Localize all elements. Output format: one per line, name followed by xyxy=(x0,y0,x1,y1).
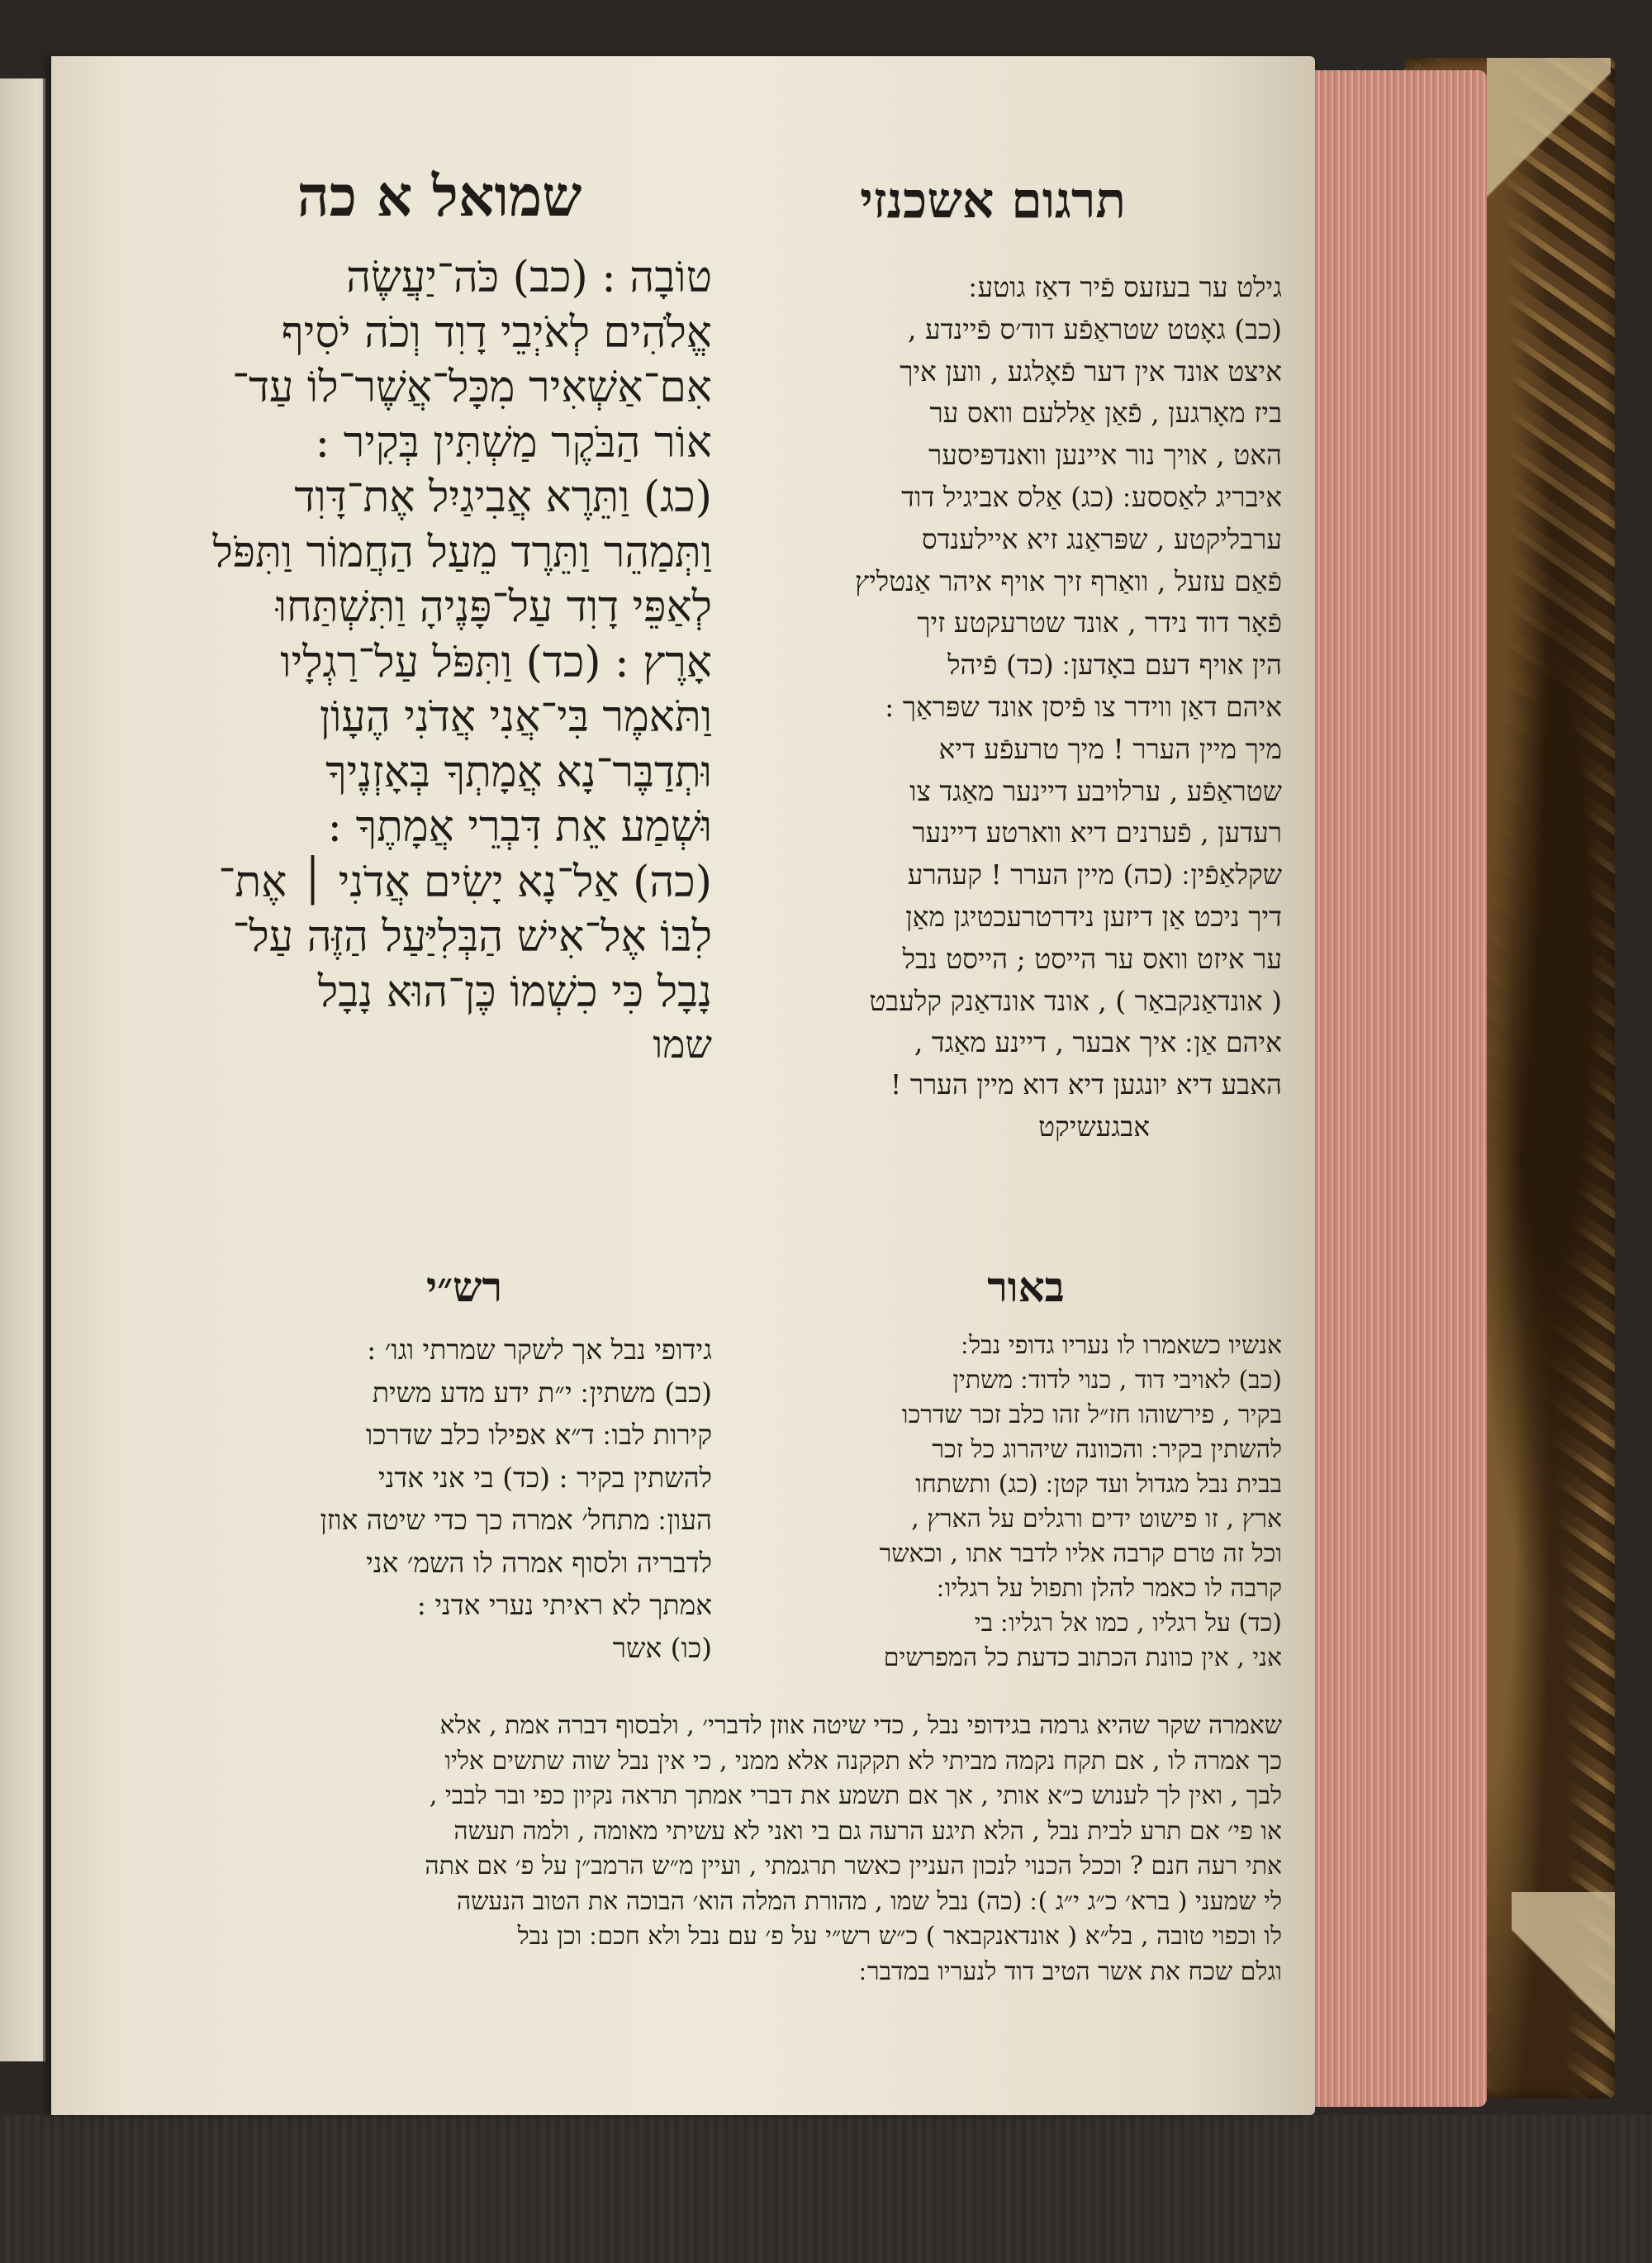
biur-full-line: או פי׳ אם תרע לבית נבל , הלא תיגע הרעה גם בי ואני לא עשיתי מאומה , ולמה תעשה xyxy=(453,1816,1282,1846)
targum-line: הין אויף דעם באָדען ׃ (כד) פֿיהל xyxy=(947,649,1282,682)
biur-commentary-full-width xyxy=(134,1709,1282,1990)
rashi-line: אמתך לא ראיתי נערי אדני : xyxy=(416,1589,712,1621)
biur-heading: באור xyxy=(987,1262,1065,1311)
biur-line: וכל זה טרם קרבה אליו לדבר אתו , וכאשר xyxy=(879,1539,1282,1568)
targum-line: ( אונדאַנקבאַר ) , אונד אונדאַנק קלעבט xyxy=(869,984,1282,1017)
hebrew-catchword: שמו xyxy=(653,1022,712,1067)
targum-line: רעדען , פֿערנים דיא ווארטע דיינער xyxy=(912,816,1282,849)
biur-full-line: וגלם שכח את אשר הטיב דוד לנעריו במדבר ׃ xyxy=(859,1956,1282,1986)
biur-line: קרבה לו כאמר להלן ותפול על רגליו ׃ xyxy=(937,1574,1282,1603)
biur-line: אני , אין כוונת הכתוב כדעת כל המפרשים xyxy=(883,1643,1282,1672)
targum-line: איהם אַן ׃ איך אבער , דיינע מאַגד , xyxy=(914,1026,1282,1059)
biur-full-line: שאמרה שקר שהיא גרמה בגידופי נבל , כדי שיטה אוזן לדברי׳ , ולבסוף דברה אמת , אלא xyxy=(439,1711,1282,1740)
hebrew-line: אָרֶץ : (כד) וַתִּפֹּל עַל־רַגְלָיו xyxy=(280,637,712,687)
hebrew-line: (כג) וַתֵּרֶא אֲבִיגַיִל אֶת־דָּוִד xyxy=(294,473,712,522)
targum-line: איצט אונד אין דער פֿאָלגע , ווען איך xyxy=(900,354,1282,387)
hebrew-line: וּתְדַבֶּר־נָא אֲמָתְךָ בְּאָזְנֶיךָ xyxy=(325,747,712,797)
previous-page-edge xyxy=(0,78,45,2061)
rashi-commentary xyxy=(142,1329,712,1669)
targum-line: ביז מאָרגען , פֿאַן אַללעם וואס ער xyxy=(929,397,1282,430)
hebrew-line: לִבּוֹ אֶל־אִישׁ הַבְּלִיַּעַל הַזֶּה עַל־ xyxy=(232,912,712,962)
book-page xyxy=(51,56,1315,2115)
targum-line: איבריג לאַססע ׃ (כג) אַלס אביגיל דוד xyxy=(901,480,1282,513)
page-stack-edge xyxy=(1309,70,1487,2107)
hebrew-line: אֱלֹהִים לְאֹיְבֵי דָוִד וְכֹה יֹסִיף xyxy=(281,307,712,358)
targum-line: האבע דיא יונגען דיא דוא מיין הערר ! xyxy=(890,1068,1282,1101)
rashi-line: לדבריה ולסוף אמרה לו השמ׳ אני xyxy=(366,1546,712,1579)
targum-line: שקלאַפֿין ׃ (כה) מיין הערר ! קעהרע xyxy=(907,858,1282,891)
running-head-targum: תרגום אשכנזי xyxy=(860,172,1126,230)
biur-line: בבית נבל מגדול ועד קטן ׃ (כג) ותשתחו xyxy=(915,1470,1282,1499)
targum-line: פֿאַם עזעל , וואַרף זיך אויף איהר אַנטליץ xyxy=(854,564,1282,597)
leather-corner-top xyxy=(1487,58,1611,240)
targum-line: ער איזט וואס ער הייסט ; הייסט נבל xyxy=(902,942,1282,975)
targum-line: שטראַפֿע , ערלויבע דיינער מאַגד צו xyxy=(909,774,1282,807)
targum-line: גילט ער בעזעס פֿיר דאַז גוטע ׃ xyxy=(969,271,1282,303)
rashi-line: קירות לבו ׃ ד״א אפילו כלב שדרכו xyxy=(365,1419,712,1451)
hebrew-text-column xyxy=(142,250,712,1069)
rashi-line: להשתין בקיר : (כד) בי אני אדני xyxy=(377,1461,712,1494)
biur-line: בקיר , פירשוהו חז״ל זהו כלב זכר שדרכו xyxy=(901,1400,1282,1429)
rashi-heading: רש״י xyxy=(425,1262,503,1311)
targum-line: (כב) גאָטט שטראַפֿע דוד׳ס פֿיינדע , xyxy=(907,312,1282,345)
leather-corner-bottom xyxy=(1512,1892,1615,2099)
targum-catchword: אבגעשיקט xyxy=(1038,1110,1150,1143)
biur-full-line: אתי רעה חנם ? וככל הכנוי לנכון העניין כאשר תרגמתי , ועיין מ״ש הרמב״ן על פ׳ אם אתה xyxy=(425,1852,1282,1880)
hebrew-line: אוֹר הַבֹּקֶר מַשְׁתִּין בְּקִיר : xyxy=(315,417,712,468)
targum-line: מיך מיין הערר ! מיך טרעפֿע דיא xyxy=(938,732,1282,765)
biur-full-line: לבך , ואין לך לענוש כ״א אותי , אך אם תשמע את דברי אמתך תראה נקיון כפי ובר לבבי , xyxy=(429,1781,1282,1810)
hebrew-line: וַתֹּאמֶר בִּי־אֲנִי אֲדֹנִי הֶעָוֹן xyxy=(319,692,712,742)
targum-line: ערבליקטע , שפּראַנג זיא איילענדס xyxy=(921,522,1282,555)
rashi-line: (כב) משתין ׃ י״ת ידע מדע משית xyxy=(372,1376,712,1409)
targum-line: פֿאָר דוד נידר , אונד שטרעקטע זיך xyxy=(917,606,1282,639)
biur-full-line: לי שמעני ( ברא׳ כ״ג י״ג ) ׃ (כה) נבל שמו , מהורת המלה הוא׳ הבוכה את הטוב הנעשה xyxy=(456,1886,1282,1916)
rashi-line: גידופי נבל אך לשקר שמרתי וגו׳ : xyxy=(367,1334,712,1366)
biur-commentary xyxy=(729,1329,1282,1676)
biur-line: להשתין בקיר ׃ והכוונה שיהרוג כל זכר xyxy=(932,1435,1282,1464)
targum-line: איהם דאַן ווידר צו פֿיסן אונד שפּראַך : xyxy=(885,690,1282,723)
cloth-background xyxy=(0,2115,1652,2263)
biur-line: (כב) לאויבי דוד , כנוי לדוד ׃ משתין xyxy=(952,1366,1282,1395)
biur-line: (כד) על רגליו , כמו אל רגליו ׃ בי xyxy=(974,1609,1282,1638)
running-head-book: שמואל א כה xyxy=(297,164,582,230)
rashi-line: (כו) אשר xyxy=(612,1631,712,1664)
hebrew-line: נָבָל כִּי כִשְׁמוֹ כֶּן־הוּא נָבָל xyxy=(317,967,712,1017)
hebrew-line: אִם־אַשְׁאִיר מִכָּל־אֲשֶׁר־לוֹ עַד־ xyxy=(232,363,712,412)
biur-line: ארץ , זו פישוט ידים ורגלים על הארץ , xyxy=(911,1505,1282,1533)
hebrew-line: (כה) אַל־נָא יָשִׂים אֲדֹנִי ׀ אֶת־ xyxy=(218,857,712,907)
hebrew-line: וַתְּמַהֵר וַתֵּרֶד מֵעַל הַחֲמוֹר וַתִּפֹּל xyxy=(212,527,712,578)
biur-full-line: לו וכפוי טובה , בל״א ( אונדאנקבאר ) כ״ש רש״י על פ׳ עם נבל ולא חכם ׃ וכן נבל xyxy=(517,1922,1282,1951)
rashi-line: העון ׃ מתחל׳ אמרה כך כדי שיטה אוזן xyxy=(320,1504,712,1536)
biur-full-line: כך אמרה לו , אם תקח נקמה מביתי לא תקקנה אלא ממני , כי אין נבל שוה שתשים אליו xyxy=(444,1746,1282,1776)
targum-line: האט , אויך נור איינען וואנדפּיסער xyxy=(928,439,1282,472)
biur-line: אנשיו כשאמרו לו נעריו גדופי נבל ׃ xyxy=(961,1331,1282,1360)
hebrew-line: לְאַפֵּי דָוִד עַל־פָּנֶיהָ וַתִּשְׁתַּחוּ xyxy=(275,582,712,632)
targum-text-column xyxy=(737,267,1282,1148)
hebrew-line: טוֹבָה : (כב) כֹּה־יַעֲשֶׂה xyxy=(346,253,712,302)
targum-line: דיך ניכט אַן דיזען נידרטרעכטיגן מאַן xyxy=(905,900,1282,933)
hebrew-line: וּשְׁמַע אֵת דִּבְרֵי אֲמָתֶךָ : xyxy=(327,802,712,852)
